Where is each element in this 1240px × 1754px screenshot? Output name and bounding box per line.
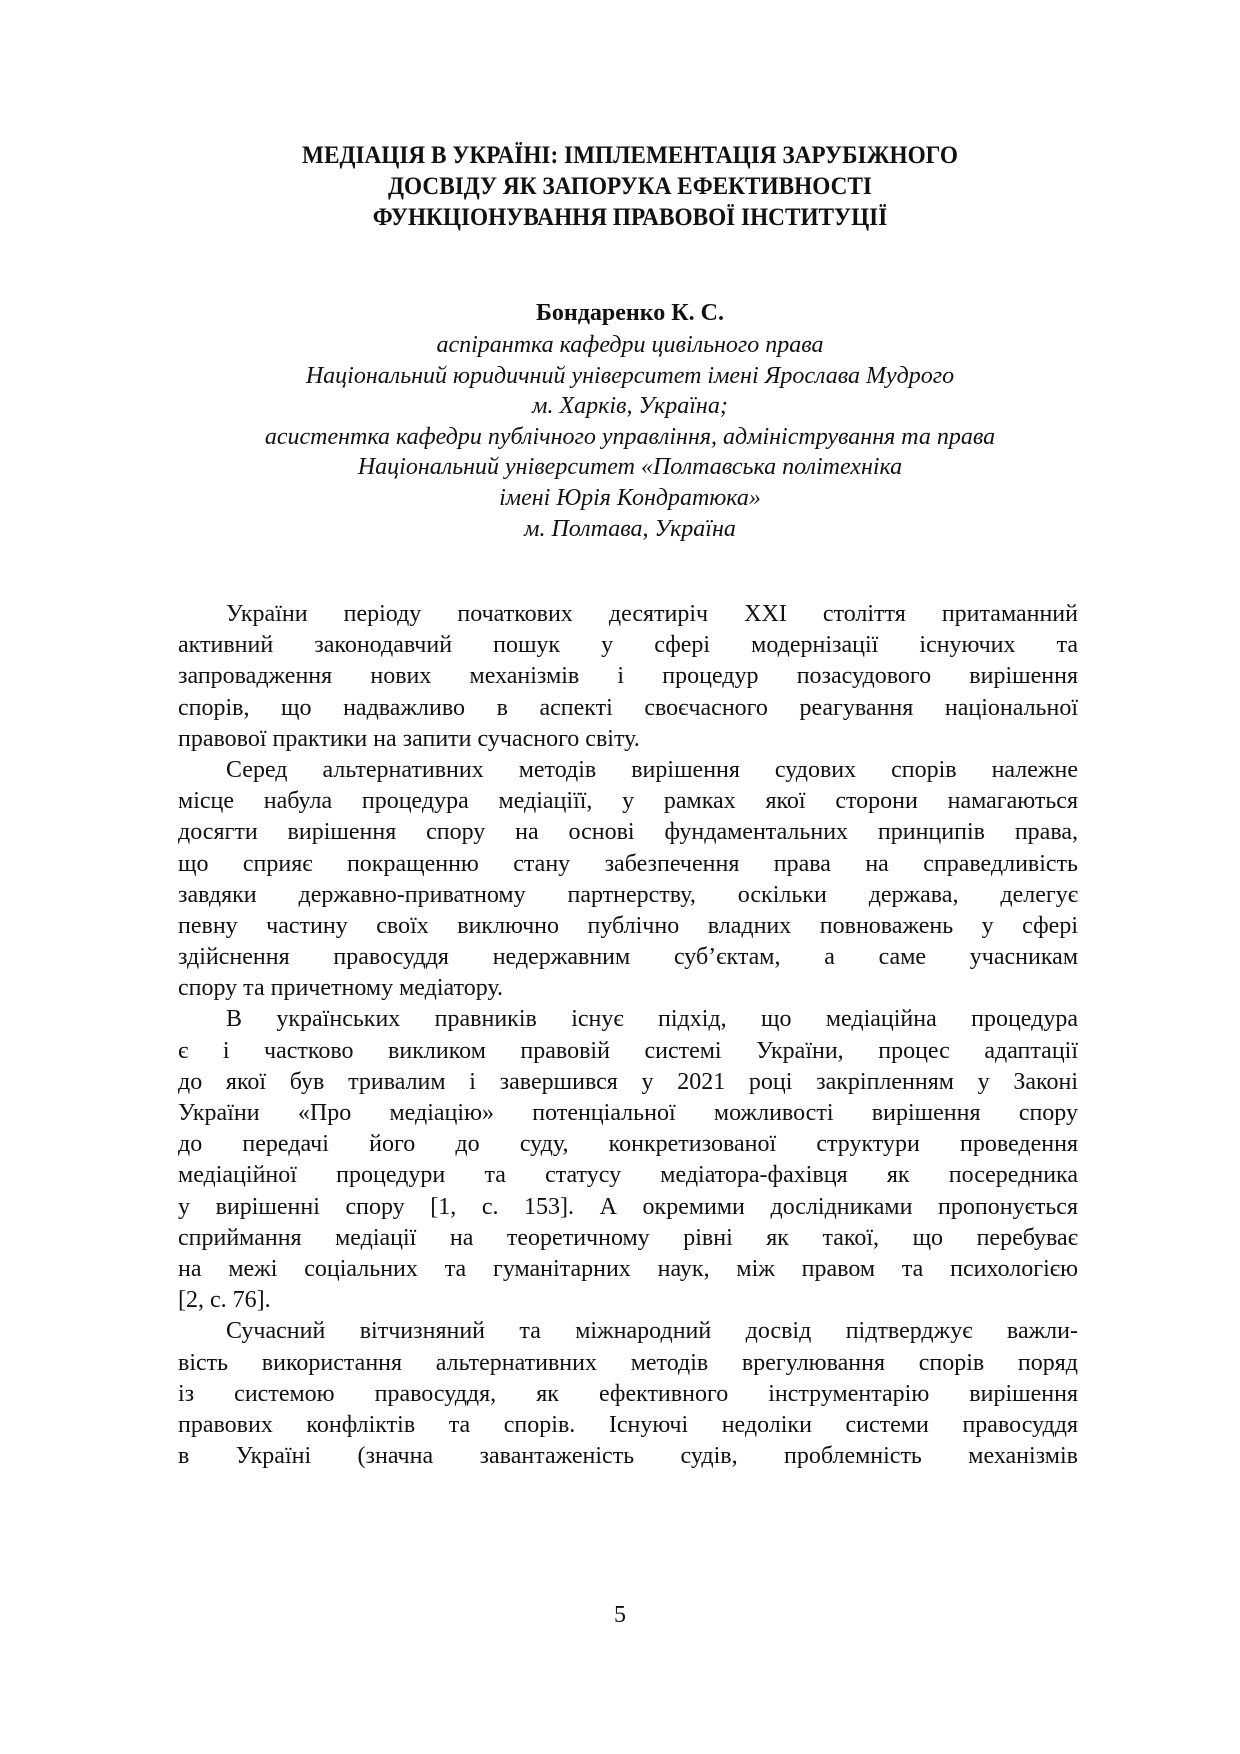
body-line: на межі соціальних та гуманітарних наук, між правом та психологією [178, 1255, 1078, 1282]
body-line: Серед альтернативних методів вирішення судових спорів належне [226, 756, 1078, 783]
page-number: 5 [614, 1602, 626, 1628]
body-line: до передачі його до суду, конкретизованої структури проведення [178, 1131, 1078, 1158]
affiliation-line: Національний університет «Полтавська політехніка [357, 454, 903, 481]
body-line: спору та причетному медіатору. [178, 975, 503, 1002]
body-line: України «Про медіацію» потенціальної можливості вирішення спору [178, 1100, 1078, 1126]
body-line: здійснення правосуддя недержавним суб’єктам, а саме учасникам [178, 944, 1078, 971]
body-line: вість використання альтернативних методів врегулювання спорів поряд [178, 1349, 1078, 1376]
body-line: є і частково викликом правовій системі України, процес адаптації [178, 1037, 1078, 1064]
body-line: медіаційної процедури та статусу медіатора-фахівця як посередника [178, 1162, 1078, 1189]
affiliation-line: м. Харків, Україна; [532, 393, 728, 420]
body-line: спорів, що надважливо в аспекті своєчасного реагування національної [178, 694, 1078, 721]
title-line: ДОСВІДУ ЯК ЗАПОРУКА ЕФЕКТИВНОСТІ [388, 173, 872, 200]
body-line: завдяки державно-приватному партнерству, оскільки держава, делегує [178, 881, 1078, 908]
body-line: досягти вирішення спору на основі фундаментальних принципів права, [178, 819, 1078, 846]
affiliation-line: асистентка кафедри публічного управління, адміністрування та права [264, 423, 996, 450]
body-line: в Україні (значна завантаженість судів, проблемність механізмів [178, 1443, 1078, 1470]
body-line: України періоду початкових десятиріч XXI століття притаманний [226, 601, 1078, 627]
paper-title [193, 140, 1067, 233]
body-line: правових конфліктів та спорів. Існуючі недоліки системи правосуддя [178, 1411, 1078, 1438]
title-line: МЕДІАЦІЯ В УКРАЇНІ: ІМПЛЕМЕНТАЦІЯ ЗАРУБІЖНОГО [302, 142, 958, 169]
body-line: В українських правників існує підхід, що медіаційна процедура [226, 1006, 1078, 1033]
body-line: сприймання медіації на теоретичному рівні як такої, що перебуває [178, 1224, 1078, 1251]
author-affiliation [160, 330, 1100, 544]
body-line: Сучасний вітчизняний та міжнародний досвід підтверджує важли- [226, 1318, 1078, 1345]
body-text [178, 599, 1078, 1472]
body-line: [2, с. 76]. [178, 1287, 271, 1314]
affiliation-line: аспірантка кафедри цивільного права [436, 332, 824, 358]
title-line: ФУНКЦІОНУВАННЯ ПРАВОВОЇ ІНСТИТУЦІЇ [372, 204, 888, 231]
body-line: певну частину своїх виключно публічно владних повноважень у сфері [178, 912, 1078, 939]
body-line: до якої був тривалим і завершився у 2021 році закріпленням у Законі [178, 1068, 1078, 1095]
body-line: місце набула процедура медіаціїї, у рамках якої сторони намагаються [178, 788, 1078, 815]
body-line: із системою правосуддя, як ефективного інструментарію вирішення [178, 1380, 1078, 1407]
affiliation-line: м. Полтава, Україна [524, 515, 736, 542]
affiliation-line: імені Юрія Кондратюка» [499, 484, 761, 511]
author-name: Бондаренко К. С. [536, 300, 724, 326]
body-line: у вирішенні спору [1, с. 153]. А окремими дослідниками пропонується [178, 1193, 1078, 1220]
body-line: що сприяє покращенню стану забезпечення права на справедливість [178, 850, 1078, 877]
body-line: правової практики на запити сучасного світу. [178, 725, 640, 752]
affiliation-line: Національний юридичний університет імені Ярослава Мудрого [305, 362, 955, 389]
body-line: запровадження нових механізмів і процедур позасудового вирішення [178, 663, 1078, 690]
body-line: активний законодавчий пошук у сфері модернізації існуючих та [178, 632, 1078, 659]
